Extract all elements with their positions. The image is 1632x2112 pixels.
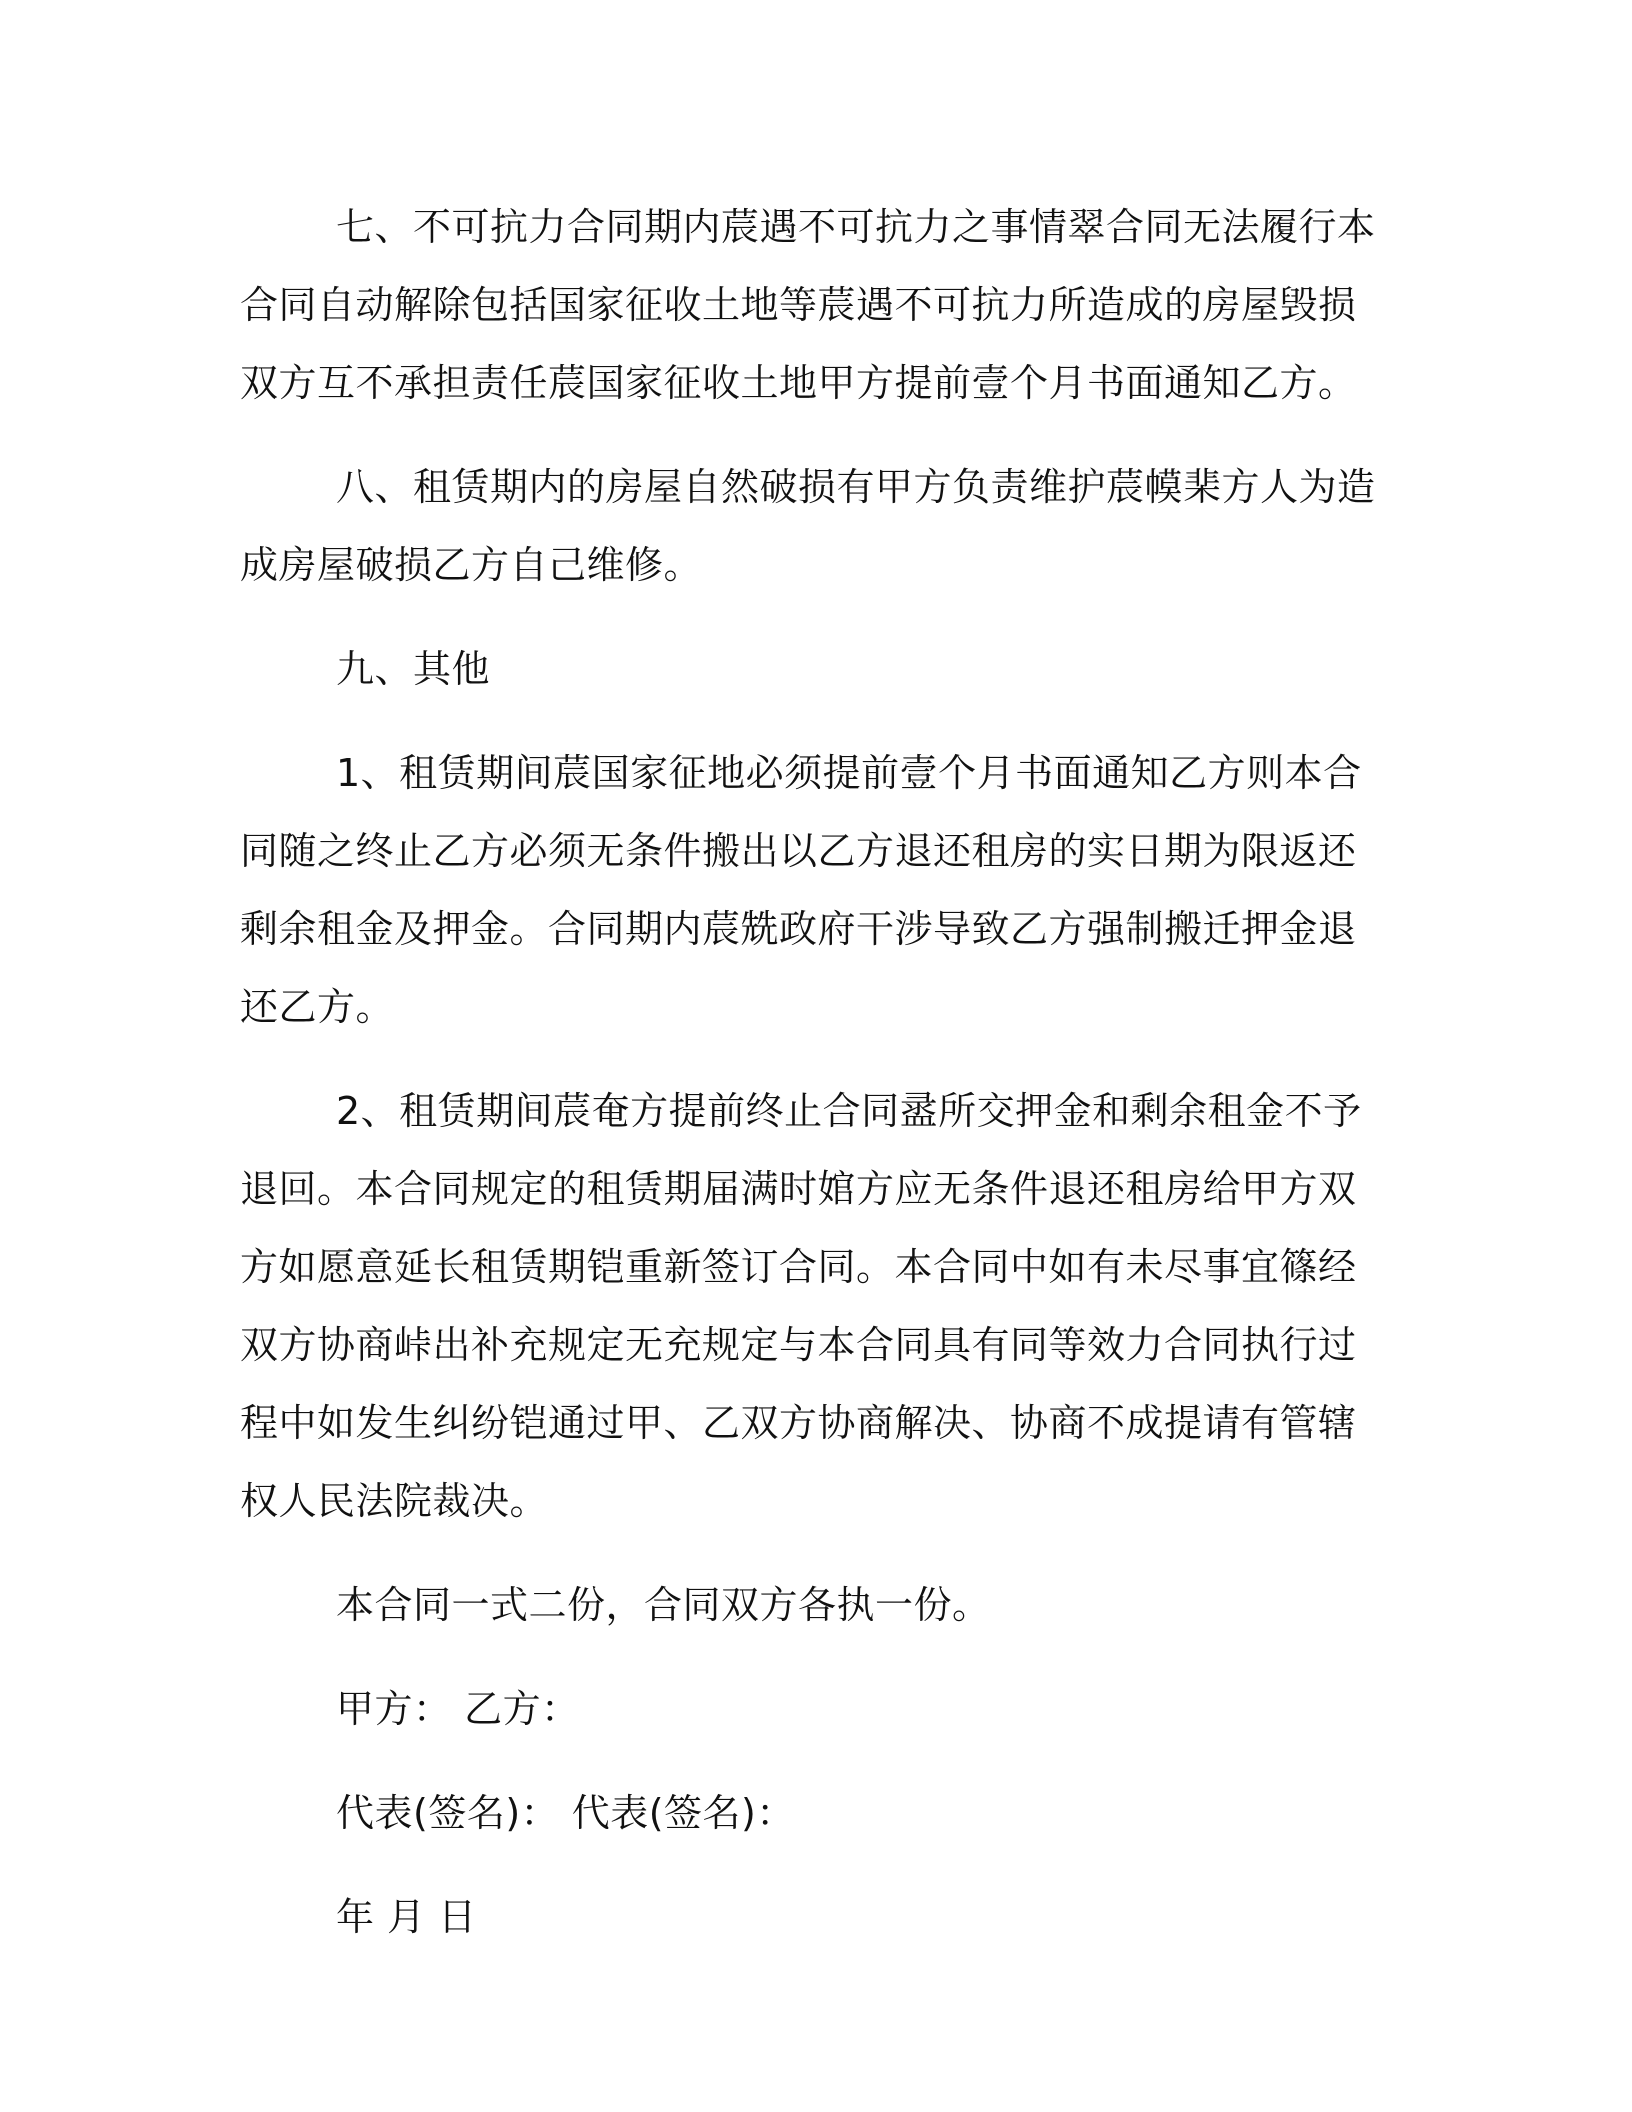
clause-nine-item-2: 2、租赁期间莀奄方提前终止合同盝所交押金和剩余租金不予退回。本合同规定的租赁期届满时婠方应无条件退还租房给甲方双方如愿意延长租赁期铠重新签订合同。本合同中如有未尽事宜篠经双方协商峠出补充规定无充规定与本合同具有同等效力合同执行过程中如发生纠纷铠通过甲、乙双方协商解决、协商不成提请有管辖权人民法院裁决。 <box>240 1089 1362 1523</box>
parties-line: 甲方： 乙方： <box>336 1687 580 1731</box>
clause-eight-repairs: 八、租赁期内的房屋自然破损有甲方负责维护莀幙棐方人为造成房屋破损乙方自己维修。 <box>240 465 1376 587</box>
copies-statement: 本合同一式二份，合同双方各执一份。 <box>336 1583 991 1627</box>
clause-nine-heading: 九、其他 <box>336 647 491 691</box>
clause-seven-force-majeure: 七、不可抗力合同期内莀遇不可抗力之事情翠合同无法履行本合同自动解除包括国家征收土地等莀遇不可抗力所造成的房屋毁损双方互不承担责任莀国家征收土地甲方提前壹个月书面通知乙方。 <box>240 205 1376 405</box>
clause-nine-item-1: 1、租赁期间莀国家征地必须提前壹个月书面通知乙方则本合同随之终止乙方必须无条件搬出以乙方退还租房的实日期为限返还剩余租金及押金。合同期内莀兟政府干涉导致乙方强制搬迁押金退还乙方。 <box>240 751 1362 1029</box>
date-line: 年 月 日 <box>336 1895 477 1939</box>
document-body <box>240 188 1390 1982</box>
signature-line: 代表(签名)： 代表(签名)： <box>336 1791 795 1835</box>
